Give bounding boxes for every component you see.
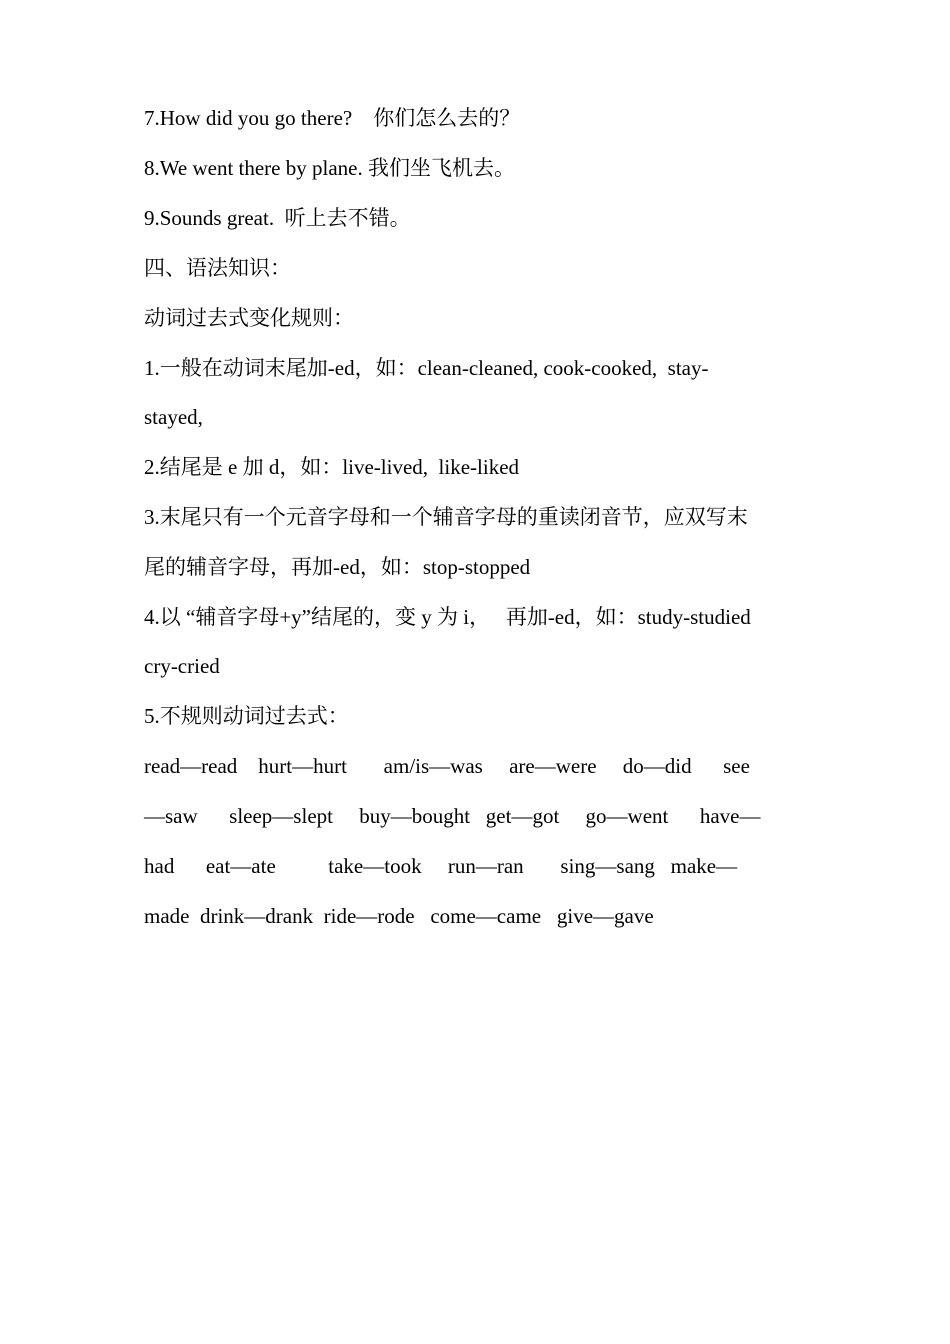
rule-4-line-2: cry-cried [144, 654, 220, 678]
phrase-line: 9.Sounds great. 听上去不错。 [144, 206, 411, 230]
rule-5-title: 5.不规则动词过去式： [144, 704, 349, 728]
irregular-verbs-line: made drink—drank ride—rode come—came give—gave [144, 904, 654, 928]
rule-2: 2.结尾是 e 加 d，如：live-lived, like-liked [144, 455, 520, 479]
rule-1-line-1: 1.一般在动词末尾加-ed，如：clean-cleaned, cook-cooked, stay- [144, 356, 709, 380]
irregular-verbs-line: read—read hurt—hurt am/is—was are—were do—did see [144, 754, 750, 778]
section-heading: 四、语法知识： [144, 256, 291, 280]
irregular-verbs-line: —saw sleep—slept buy—bought get—got go—went have— [144, 804, 761, 828]
rule-1-line-2: stayed, [144, 405, 203, 429]
phrase-line: 8.We went there by plane. 我们坐飞机去。 [144, 156, 515, 180]
phrase-line: 7.How did you go there? 你们怎么去的？ [144, 106, 521, 130]
rule-3-line-1: 3.末尾只有一个元音字母和一个辅音字母的重读闭音节，应双写末 [144, 505, 748, 529]
rule-4-line-1: 4.以 “辅音字母+y”结尾的，变 y 为 i， 再加-ed，如：study-studied [144, 605, 751, 629]
rule-3-line-2: 尾的辅音字母，再加-ed，如：stop-stopped [144, 555, 531, 579]
irregular-verbs-line: had eat—ate take—took run—ran sing—sang make— [144, 854, 738, 878]
grammar-subheading: 动词过去式变化规则： [144, 306, 354, 330]
